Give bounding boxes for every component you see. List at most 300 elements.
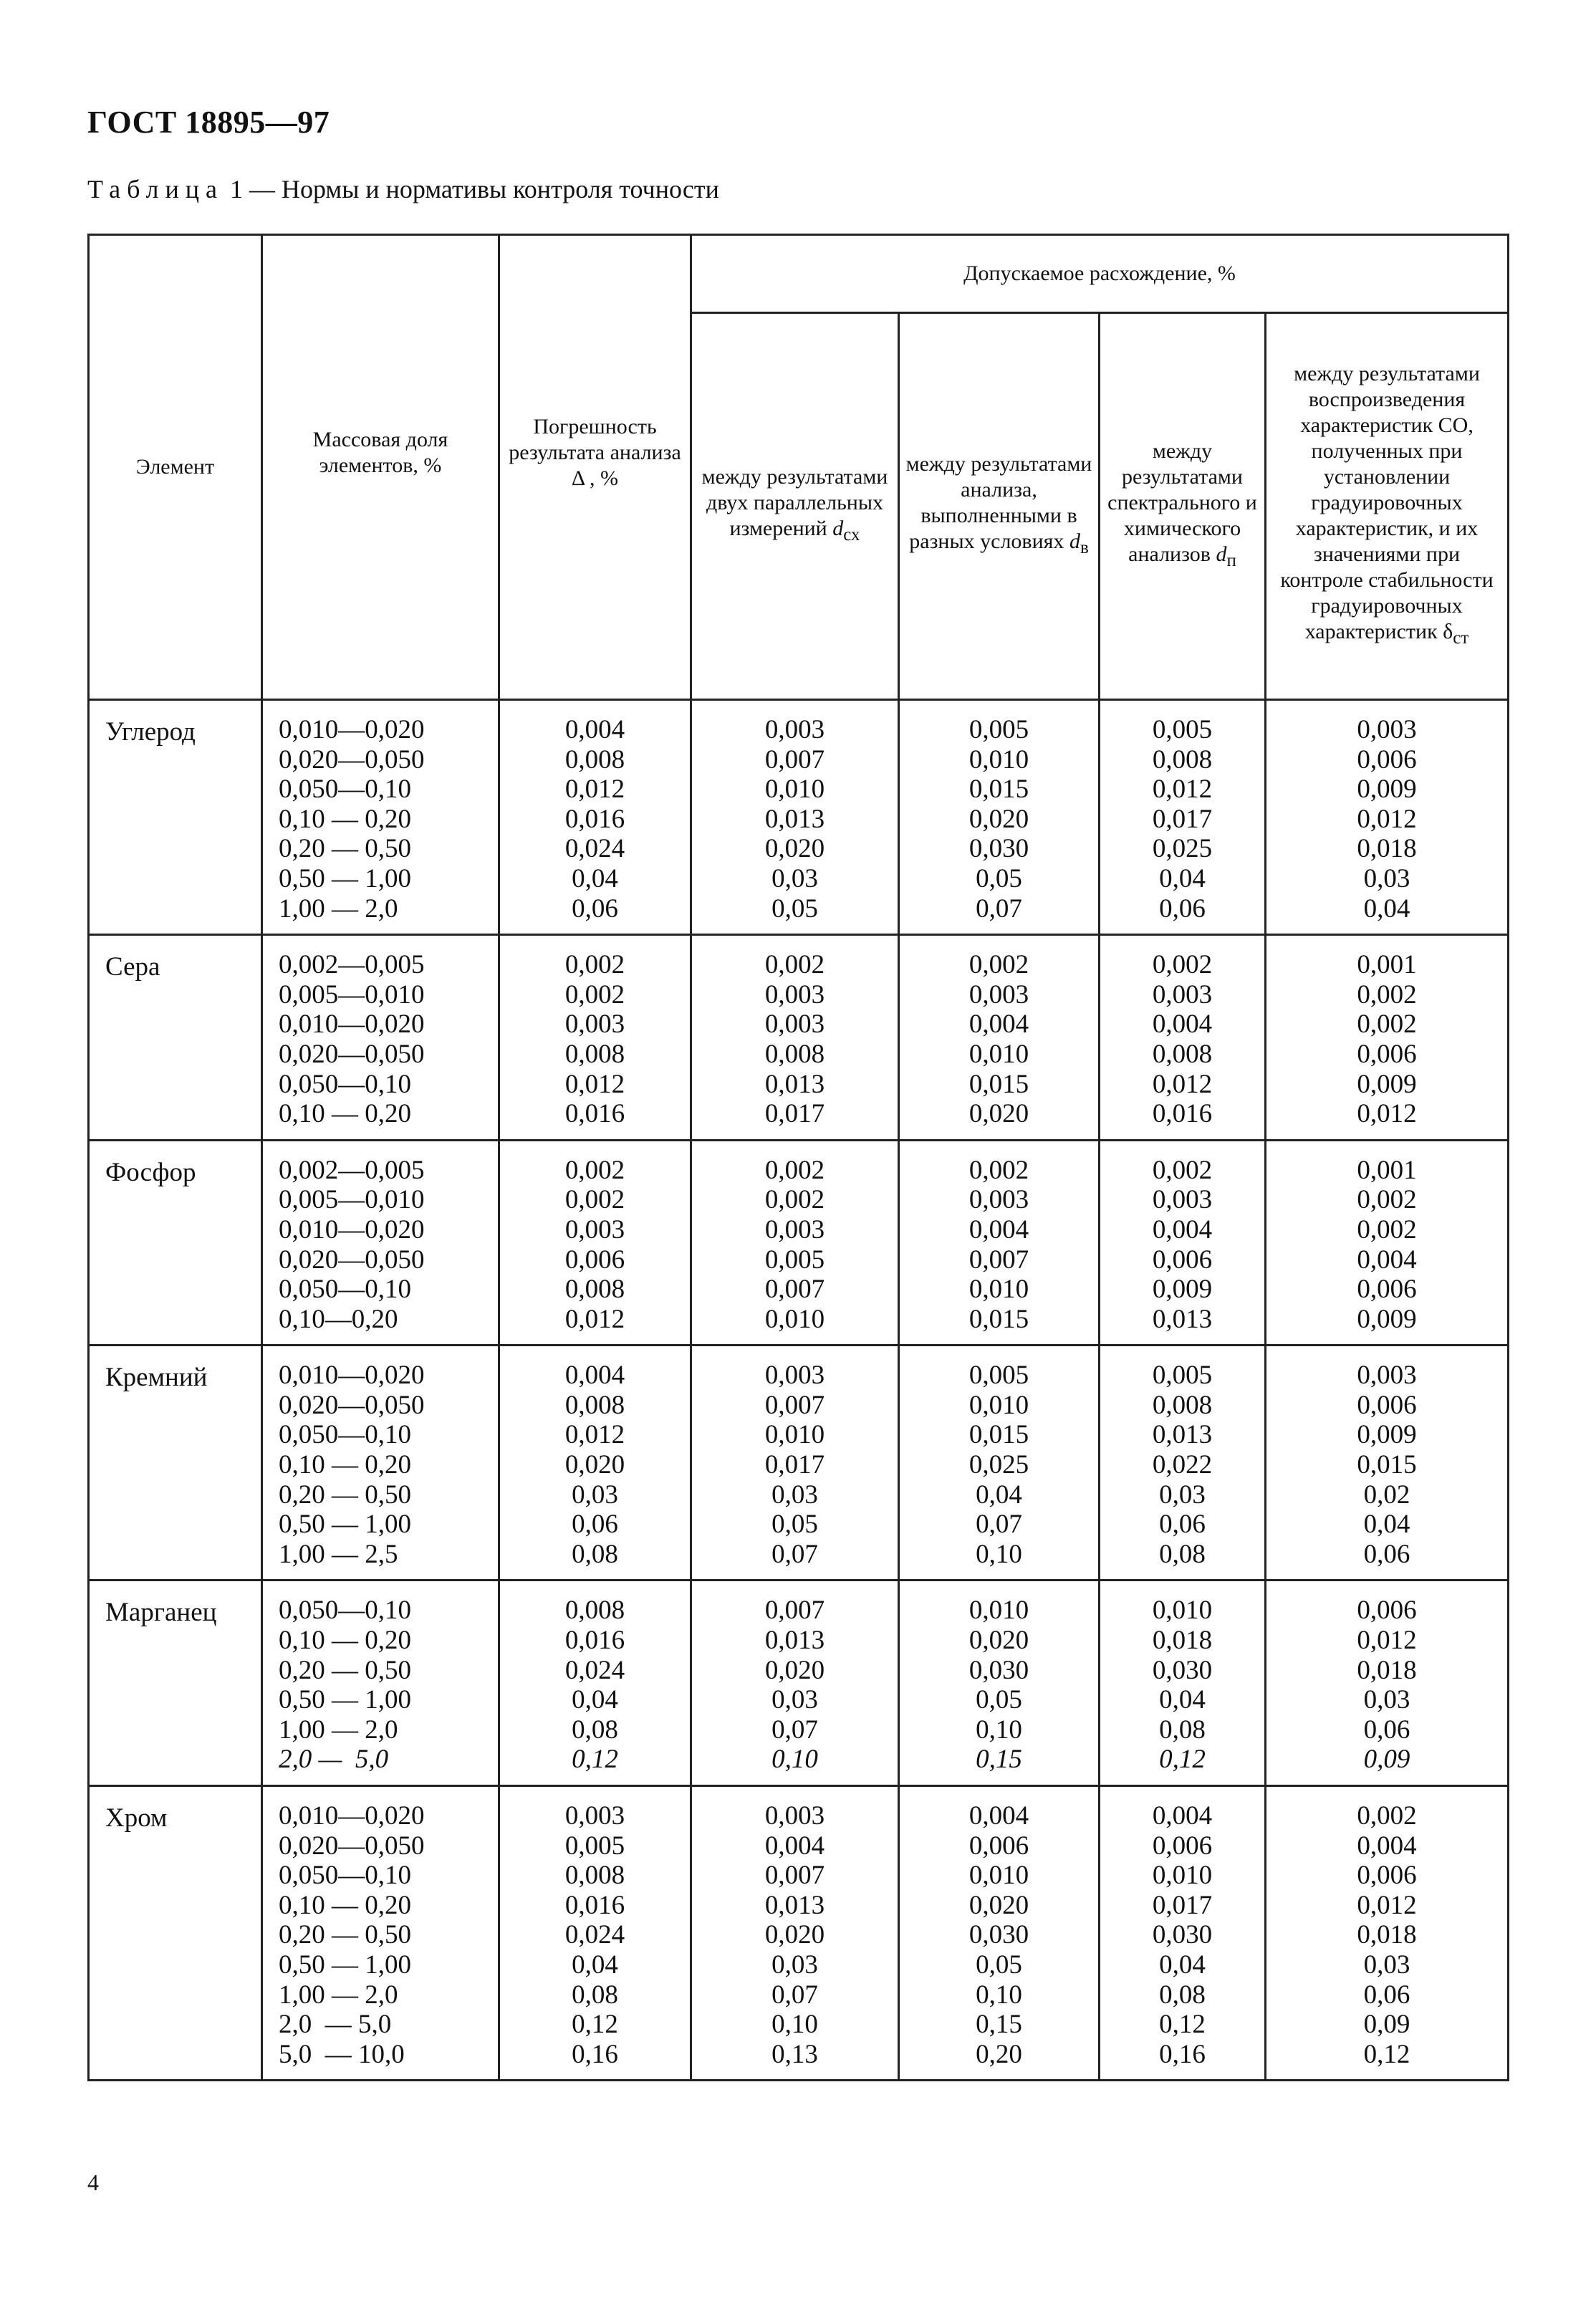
dst-value: 0,03 bbox=[1363, 1685, 1410, 1715]
dst-value: 0,04 bbox=[1363, 893, 1410, 924]
error-value: 0,016 bbox=[564, 1099, 625, 1129]
range-value: 0,20 — 0,50 bbox=[279, 1479, 411, 1510]
dp-value: 0,006 bbox=[1152, 1831, 1213, 1861]
error-value: 0,020 bbox=[564, 1450, 625, 1480]
dv-value: 0,030 bbox=[968, 1655, 1029, 1685]
column-range-cell bbox=[262, 1581, 499, 1786]
column-range-cell bbox=[262, 1140, 499, 1346]
dv-subscript: в bbox=[1080, 538, 1089, 557]
table-row bbox=[89, 935, 1509, 1141]
dst-value: 0,009 bbox=[1357, 774, 1417, 805]
range-value: 0,10 — 0,20 bbox=[279, 1890, 411, 1920]
dcx-value: 0,002 bbox=[764, 950, 825, 980]
dst-value: 0,006 bbox=[1357, 744, 1417, 774]
column-range-cell bbox=[262, 935, 499, 1141]
header-dp bbox=[1100, 313, 1266, 700]
dp-value: 0,003 bbox=[1152, 979, 1213, 1009]
dst-value: 0,12 bbox=[1363, 2039, 1410, 2069]
dv-value: 0,05 bbox=[976, 863, 1022, 893]
range-value: 0,10 — 0,20 bbox=[279, 1626, 411, 1656]
dp-symbol: d bbox=[1216, 542, 1227, 566]
dp-value: 0,12 bbox=[1159, 1745, 1206, 1775]
dv-value: 0,030 bbox=[968, 834, 1029, 864]
dcx-value: 0,003 bbox=[764, 1801, 825, 1831]
dp-value: 0,002 bbox=[1152, 950, 1213, 980]
dp-value: 0,017 bbox=[1152, 804, 1213, 834]
header-dcx bbox=[691, 313, 899, 700]
dv-value: 0,04 bbox=[976, 1479, 1022, 1510]
error-value: 0,04 bbox=[572, 863, 618, 893]
dv-value: 0,05 bbox=[976, 1949, 1022, 1980]
error-value: 0,024 bbox=[564, 834, 625, 864]
range-value: 1,00 — 2,0 bbox=[279, 893, 398, 924]
dcx-value: 0,010 bbox=[764, 1304, 825, 1334]
column-dp-cell bbox=[1100, 1786, 1266, 2081]
dcx-value: 0,07 bbox=[771, 1980, 818, 2010]
header-dp-text: между результатами спектрального и химического анализов bbox=[1107, 439, 1257, 566]
error-value: 0,024 bbox=[564, 1655, 625, 1685]
dst-value: 0,018 bbox=[1357, 1655, 1417, 1685]
column-dcx-cell bbox=[691, 935, 899, 1141]
dp-value: 0,030 bbox=[1152, 1920, 1213, 1950]
dst-value: 0,018 bbox=[1357, 1920, 1417, 1950]
column-dcx-cell bbox=[691, 1140, 899, 1346]
dcx-value: 0,020 bbox=[764, 1920, 825, 1950]
range-value: 0,020—0,050 bbox=[279, 1390, 425, 1420]
dst-value: 0,04 bbox=[1363, 1510, 1410, 1540]
dcx-value: 0,05 bbox=[771, 1510, 818, 1540]
range-value: 0,10 — 0,20 bbox=[279, 1099, 411, 1129]
dv-value: 0,010 bbox=[968, 1861, 1029, 1891]
dst-value: 0,006 bbox=[1357, 1596, 1417, 1626]
dp-value: 0,010 bbox=[1152, 1861, 1213, 1891]
range-value: 0,050—0,10 bbox=[279, 774, 411, 805]
column-error-cell bbox=[499, 1581, 691, 1786]
range-value: 2,0 — 5,0 bbox=[279, 1745, 389, 1775]
column-dst-cell bbox=[1266, 935, 1509, 1141]
dp-value: 0,08 bbox=[1159, 1714, 1206, 1745]
error-value: 0,06 bbox=[572, 893, 618, 924]
range-value: 0,050—0,10 bbox=[279, 1420, 411, 1450]
dv-value: 0,002 bbox=[968, 950, 1029, 980]
error-value: 0,08 bbox=[572, 1714, 618, 1745]
table-row bbox=[89, 700, 1509, 935]
column-range-cell bbox=[262, 1346, 499, 1581]
range-value: 0,50 — 1,00 bbox=[279, 1949, 411, 1980]
error-value: 0,004 bbox=[564, 1361, 625, 1391]
range-value: 1,00 — 2,0 bbox=[279, 1714, 398, 1745]
error-value: 0,016 bbox=[564, 1626, 625, 1656]
table-row bbox=[89, 1346, 1509, 1581]
dst-value: 0,09 bbox=[1363, 1745, 1410, 1775]
dst-value: 0,06 bbox=[1363, 1539, 1410, 1569]
dp-value: 0,012 bbox=[1152, 1069, 1213, 1099]
header-error-text: Погрешность результата анализа Δ , % bbox=[509, 415, 681, 490]
dst-value: 0,002 bbox=[1357, 1185, 1417, 1215]
range-value: 0,005—0,010 bbox=[279, 979, 425, 1009]
range-value: 0,20 — 0,50 bbox=[279, 834, 411, 864]
dp-value: 0,005 bbox=[1152, 715, 1213, 744]
dcx-value: 0,017 bbox=[764, 1099, 825, 1129]
table-row bbox=[89, 1140, 1509, 1346]
dp-value: 0,008 bbox=[1152, 1039, 1213, 1069]
column-dv-cell bbox=[899, 1786, 1100, 2081]
column-dst-cell bbox=[1266, 700, 1509, 935]
dst-value: 0,001 bbox=[1357, 950, 1417, 980]
range-value: 0,050—0,10 bbox=[279, 1069, 411, 1099]
column-dst-cell bbox=[1266, 1140, 1509, 1346]
error-value: 0,12 bbox=[572, 1745, 618, 1775]
dst-value: 0,002 bbox=[1357, 1214, 1417, 1244]
range-value: 0,10 — 0,20 bbox=[279, 804, 411, 834]
range-value: 0,10—0,20 bbox=[279, 1304, 398, 1334]
dv-value: 0,010 bbox=[968, 744, 1029, 774]
error-value: 0,04 bbox=[572, 1949, 618, 1980]
dcx-value: 0,020 bbox=[764, 834, 825, 864]
dp-value: 0,013 bbox=[1152, 1304, 1213, 1334]
element-name: Марганец bbox=[89, 1581, 262, 1786]
error-value: 0,016 bbox=[564, 1890, 625, 1920]
header-allowed-discrepancy: Допускаемое расхождение, % bbox=[691, 235, 1509, 313]
header-dst bbox=[1266, 313, 1509, 700]
column-range-cell bbox=[262, 1786, 499, 2081]
dst-value: 0,018 bbox=[1357, 834, 1417, 864]
error-value: 0,012 bbox=[564, 774, 625, 805]
dcx-value: 0,010 bbox=[764, 1420, 825, 1450]
range-value: 0,010—0,020 bbox=[279, 1361, 425, 1391]
column-error-cell bbox=[499, 1786, 691, 2081]
error-value: 0,012 bbox=[564, 1069, 625, 1099]
dcx-value: 0,007 bbox=[764, 1390, 825, 1420]
dv-value: 0,004 bbox=[968, 1009, 1029, 1040]
dst-value: 0,012 bbox=[1357, 1626, 1417, 1656]
dcx-value: 0,003 bbox=[764, 715, 825, 744]
dst-value: 0,002 bbox=[1357, 1009, 1417, 1040]
dp-value: 0,005 bbox=[1152, 1361, 1213, 1391]
error-value: 0,005 bbox=[564, 1831, 625, 1861]
error-value: 0,008 bbox=[564, 1596, 625, 1626]
error-value: 0,008 bbox=[564, 1390, 625, 1420]
dst-value: 0,012 bbox=[1357, 1890, 1417, 1920]
dcx-value: 0,002 bbox=[764, 1185, 825, 1215]
range-value: 0,50 — 1,00 bbox=[279, 1510, 411, 1540]
error-value: 0,008 bbox=[564, 1861, 625, 1891]
dst-value: 0,012 bbox=[1357, 1099, 1417, 1129]
dv-value: 0,003 bbox=[968, 979, 1029, 1009]
range-value: 0,020—0,050 bbox=[279, 744, 425, 774]
dcx-value: 0,003 bbox=[764, 1009, 825, 1040]
dv-value: 0,10 bbox=[976, 1980, 1022, 2010]
dst-value: 0,009 bbox=[1357, 1420, 1417, 1450]
error-value: 0,003 bbox=[564, 1801, 625, 1831]
dv-value: 0,002 bbox=[968, 1155, 1029, 1185]
dst-value: 0,003 bbox=[1357, 1361, 1417, 1391]
dv-value: 0,004 bbox=[968, 1801, 1029, 1831]
dp-value: 0,08 bbox=[1159, 1980, 1206, 2010]
dp-value: 0,018 bbox=[1152, 1626, 1213, 1656]
header-dst-text: между результатами воспроизведения характеристик СО, полученных при установлении градуировочных характеристик, и их значениями при контроле стабильности градуировочных характеристик bbox=[1280, 362, 1494, 643]
error-value: 0,002 bbox=[564, 950, 625, 980]
dcx-value: 0,007 bbox=[764, 1861, 825, 1891]
dv-value: 0,010 bbox=[968, 1390, 1029, 1420]
header-mass-fraction-text: Массовая доля элементов, % bbox=[312, 428, 448, 477]
range-value: 0,50 — 1,00 bbox=[279, 863, 411, 893]
dst-value: 0,006 bbox=[1357, 1275, 1417, 1305]
dst-value: 0,001 bbox=[1357, 1155, 1417, 1185]
range-value: 2,0 — 5,0 bbox=[279, 2010, 392, 2040]
element-name: Кремний bbox=[89, 1346, 262, 1581]
dv-value: 0,07 bbox=[976, 1510, 1022, 1540]
table-body bbox=[89, 700, 1509, 2081]
error-value: 0,006 bbox=[564, 1244, 625, 1275]
error-value: 0,002 bbox=[564, 1155, 625, 1185]
range-value: 0,002—0,005 bbox=[279, 950, 425, 980]
dp-value: 0,009 bbox=[1152, 1275, 1213, 1305]
dp-value: 0,04 bbox=[1159, 1685, 1206, 1715]
dp-value: 0,010 bbox=[1152, 1596, 1213, 1626]
dp-value: 0,025 bbox=[1152, 834, 1213, 864]
error-value: 0,04 bbox=[572, 1685, 618, 1715]
dcx-value: 0,07 bbox=[771, 1714, 818, 1745]
dp-value: 0,16 bbox=[1159, 2039, 1206, 2069]
dp-value: 0,016 bbox=[1152, 1099, 1213, 1129]
error-value: 0,03 bbox=[572, 1479, 618, 1510]
error-value: 0,12 bbox=[572, 2010, 618, 2040]
dst-value: 0,015 bbox=[1357, 1450, 1417, 1480]
dcx-value: 0,003 bbox=[764, 1214, 825, 1244]
column-error-cell bbox=[499, 1140, 691, 1346]
dcx-subscript: сх bbox=[843, 525, 860, 545]
dst-value: 0,006 bbox=[1357, 1861, 1417, 1891]
dcx-value: 0,03 bbox=[771, 1949, 818, 1980]
accuracy-norms-table bbox=[87, 234, 1509, 2081]
dv-value: 0,020 bbox=[968, 1099, 1029, 1129]
table-caption bbox=[87, 174, 719, 204]
dcx-value: 0,13 bbox=[771, 2039, 818, 2069]
error-value: 0,003 bbox=[564, 1214, 625, 1244]
element-name: Фосфор bbox=[89, 1140, 262, 1346]
dp-value: 0,013 bbox=[1152, 1420, 1213, 1450]
dcx-value: 0,017 bbox=[764, 1450, 825, 1480]
error-value: 0,008 bbox=[564, 1039, 625, 1069]
error-value: 0,012 bbox=[564, 1420, 625, 1450]
dv-symbol: d bbox=[1069, 529, 1080, 553]
range-value: 0,020—0,050 bbox=[279, 1831, 425, 1861]
range-value: 0,005—0,010 bbox=[279, 1185, 425, 1215]
column-dv-cell bbox=[899, 1581, 1100, 1786]
dst-value: 0,004 bbox=[1357, 1244, 1417, 1275]
dst-value: 0,003 bbox=[1357, 715, 1417, 744]
document-code: ГОСТ 18895—97 bbox=[87, 105, 330, 140]
dv-value: 0,015 bbox=[968, 774, 1029, 805]
dv-value: 0,030 bbox=[968, 1920, 1029, 1950]
header-dcx-text: между результатами двух параллельных измерений bbox=[701, 465, 888, 540]
column-dv-cell bbox=[899, 935, 1100, 1141]
dst-value: 0,02 bbox=[1363, 1479, 1410, 1510]
dcx-value: 0,007 bbox=[764, 744, 825, 774]
error-value: 0,012 bbox=[564, 1304, 625, 1334]
dcx-value: 0,013 bbox=[764, 1626, 825, 1656]
dst-value: 0,012 bbox=[1357, 804, 1417, 834]
dst-value: 0,06 bbox=[1363, 1714, 1410, 1745]
range-value: 5,0 — 10,0 bbox=[279, 2039, 405, 2069]
dcx-value: 0,007 bbox=[764, 1596, 825, 1626]
dv-value: 0,020 bbox=[968, 1626, 1029, 1656]
column-dst-cell bbox=[1266, 1346, 1509, 1581]
dcx-value: 0,004 bbox=[764, 1831, 825, 1861]
dv-value: 0,05 bbox=[976, 1685, 1022, 1715]
dv-value: 0,007 bbox=[968, 1244, 1029, 1275]
range-value: 1,00 — 2,0 bbox=[279, 1980, 398, 2010]
range-value: 0,020—0,050 bbox=[279, 1244, 425, 1275]
dv-value: 0,015 bbox=[968, 1420, 1029, 1450]
error-value: 0,024 bbox=[564, 1920, 625, 1950]
column-dp-cell bbox=[1100, 1140, 1266, 1346]
dv-value: 0,15 bbox=[976, 1745, 1022, 1775]
column-error-cell bbox=[499, 700, 691, 935]
range-value: 1,00 — 2,5 bbox=[279, 1539, 398, 1569]
column-dst-cell bbox=[1266, 1581, 1509, 1786]
dcx-value: 0,10 bbox=[771, 1745, 818, 1775]
dv-value: 0,015 bbox=[968, 1069, 1029, 1099]
dv-value: 0,15 bbox=[976, 2010, 1022, 2040]
range-value: 0,050—0,10 bbox=[279, 1275, 411, 1305]
dcx-value: 0,07 bbox=[771, 1539, 818, 1569]
error-value: 0,016 bbox=[564, 804, 625, 834]
error-value: 0,06 bbox=[572, 1510, 618, 1540]
dv-value: 0,005 bbox=[968, 715, 1029, 744]
range-value: 0,010—0,020 bbox=[279, 1801, 425, 1831]
header-dv-text: между результатами анализа, выполненными в разных условиях bbox=[905, 452, 1092, 553]
range-value: 0,010—0,020 bbox=[279, 1214, 425, 1244]
dv-value: 0,20 bbox=[976, 2039, 1022, 2069]
element-name: Сера bbox=[89, 935, 262, 1141]
dp-value: 0,022 bbox=[1152, 1450, 1213, 1480]
dst-value: 0,03 bbox=[1363, 1949, 1410, 1980]
column-dp-cell bbox=[1100, 1346, 1266, 1581]
column-dp-cell bbox=[1100, 700, 1266, 935]
column-error-cell bbox=[499, 1346, 691, 1581]
dp-value: 0,030 bbox=[1152, 1655, 1213, 1685]
range-value: 0,050—0,10 bbox=[279, 1596, 411, 1626]
dst-value: 0,004 bbox=[1357, 1831, 1417, 1861]
column-dcx-cell bbox=[691, 1786, 899, 2081]
dp-value: 0,002 bbox=[1152, 1155, 1213, 1185]
error-value: 0,16 bbox=[572, 2039, 618, 2069]
range-value: 0,050—0,10 bbox=[279, 1861, 411, 1891]
dst-value: 0,06 bbox=[1363, 1980, 1410, 2010]
dp-value: 0,06 bbox=[1159, 893, 1206, 924]
dp-value: 0,004 bbox=[1152, 1801, 1213, 1831]
range-value: 0,20 — 0,50 bbox=[279, 1920, 411, 1950]
header-error bbox=[499, 235, 691, 700]
dst-value: 0,006 bbox=[1357, 1390, 1417, 1420]
error-value: 0,08 bbox=[572, 1539, 618, 1569]
column-dcx-cell bbox=[691, 1346, 899, 1581]
column-dv-cell bbox=[899, 1346, 1100, 1581]
dcx-value: 0,10 bbox=[771, 2010, 818, 2040]
dst-value: 0,009 bbox=[1357, 1069, 1417, 1099]
header-mass-fraction bbox=[262, 235, 499, 700]
error-value: 0,008 bbox=[564, 1275, 625, 1305]
caption-text: 1 — Нормы и нормативы контроля точности bbox=[223, 175, 719, 203]
dp-value: 0,006 bbox=[1152, 1244, 1213, 1275]
dst-value: 0,002 bbox=[1357, 1801, 1417, 1831]
dp-value: 0,04 bbox=[1159, 863, 1206, 893]
column-error-cell bbox=[499, 935, 691, 1141]
range-value: 0,10 — 0,20 bbox=[279, 1450, 411, 1480]
dcx-value: 0,03 bbox=[771, 1685, 818, 1715]
element-name: Углерод bbox=[89, 700, 262, 935]
dp-value: 0,003 bbox=[1152, 1185, 1213, 1215]
header-element: Элемент bbox=[89, 235, 262, 700]
dv-value: 0,10 bbox=[976, 1539, 1022, 1569]
column-dp-cell bbox=[1100, 1581, 1266, 1786]
column-dp-cell bbox=[1100, 935, 1266, 1141]
dst-value: 0,006 bbox=[1357, 1039, 1417, 1069]
header-dv bbox=[899, 313, 1100, 700]
error-value: 0,08 bbox=[572, 1980, 618, 2010]
dcx-value: 0,002 bbox=[764, 1155, 825, 1185]
element-name: Хром bbox=[89, 1786, 262, 2081]
dp-subscript: п bbox=[1226, 551, 1236, 570]
dp-value: 0,004 bbox=[1152, 1009, 1213, 1040]
dst-subscript: ст bbox=[1453, 628, 1469, 648]
column-dst-cell bbox=[1266, 1786, 1509, 2081]
dp-value: 0,04 bbox=[1159, 1949, 1206, 1980]
dv-value: 0,010 bbox=[968, 1596, 1029, 1626]
error-value: 0,002 bbox=[564, 1185, 625, 1215]
column-dcx-cell bbox=[691, 1581, 899, 1786]
range-value: 0,020—0,050 bbox=[279, 1039, 425, 1069]
dv-value: 0,005 bbox=[968, 1361, 1029, 1391]
range-value: 0,002—0,005 bbox=[279, 1155, 425, 1185]
dv-value: 0,07 bbox=[976, 893, 1022, 924]
dp-value: 0,012 bbox=[1152, 774, 1213, 805]
dcx-value: 0,013 bbox=[764, 1890, 825, 1920]
table-row bbox=[89, 1786, 1509, 2081]
range-value: 0,50 — 1,00 bbox=[279, 1685, 411, 1715]
dcx-value: 0,013 bbox=[764, 804, 825, 834]
dcx-value: 0,005 bbox=[764, 1244, 825, 1275]
column-dv-cell bbox=[899, 700, 1100, 935]
column-range-cell bbox=[262, 700, 499, 935]
dcx-value: 0,05 bbox=[771, 893, 818, 924]
dp-value: 0,004 bbox=[1152, 1214, 1213, 1244]
dp-value: 0,08 bbox=[1159, 1539, 1206, 1569]
dv-value: 0,004 bbox=[968, 1214, 1029, 1244]
dv-value: 0,020 bbox=[968, 1890, 1029, 1920]
dcx-value: 0,008 bbox=[764, 1039, 825, 1069]
dst-value: 0,009 bbox=[1357, 1304, 1417, 1334]
dcx-value: 0,003 bbox=[764, 1361, 825, 1391]
dcx-value: 0,03 bbox=[771, 863, 818, 893]
dv-value: 0,10 bbox=[976, 1714, 1022, 1745]
dp-value: 0,06 bbox=[1159, 1510, 1206, 1540]
dcx-symbol: d bbox=[832, 517, 844, 540]
dp-value: 0,008 bbox=[1152, 1390, 1213, 1420]
dcx-value: 0,010 bbox=[764, 774, 825, 805]
dst-value: 0,03 bbox=[1363, 863, 1410, 893]
dv-value: 0,020 bbox=[968, 804, 1029, 834]
error-value: 0,004 bbox=[564, 715, 625, 744]
dv-value: 0,003 bbox=[968, 1185, 1029, 1215]
dcx-value: 0,03 bbox=[771, 1479, 818, 1510]
error-value: 0,008 bbox=[564, 744, 625, 774]
error-value: 0,002 bbox=[564, 979, 625, 1009]
column-dcx-cell bbox=[691, 700, 899, 935]
page-number: 4 bbox=[87, 2169, 99, 2195]
